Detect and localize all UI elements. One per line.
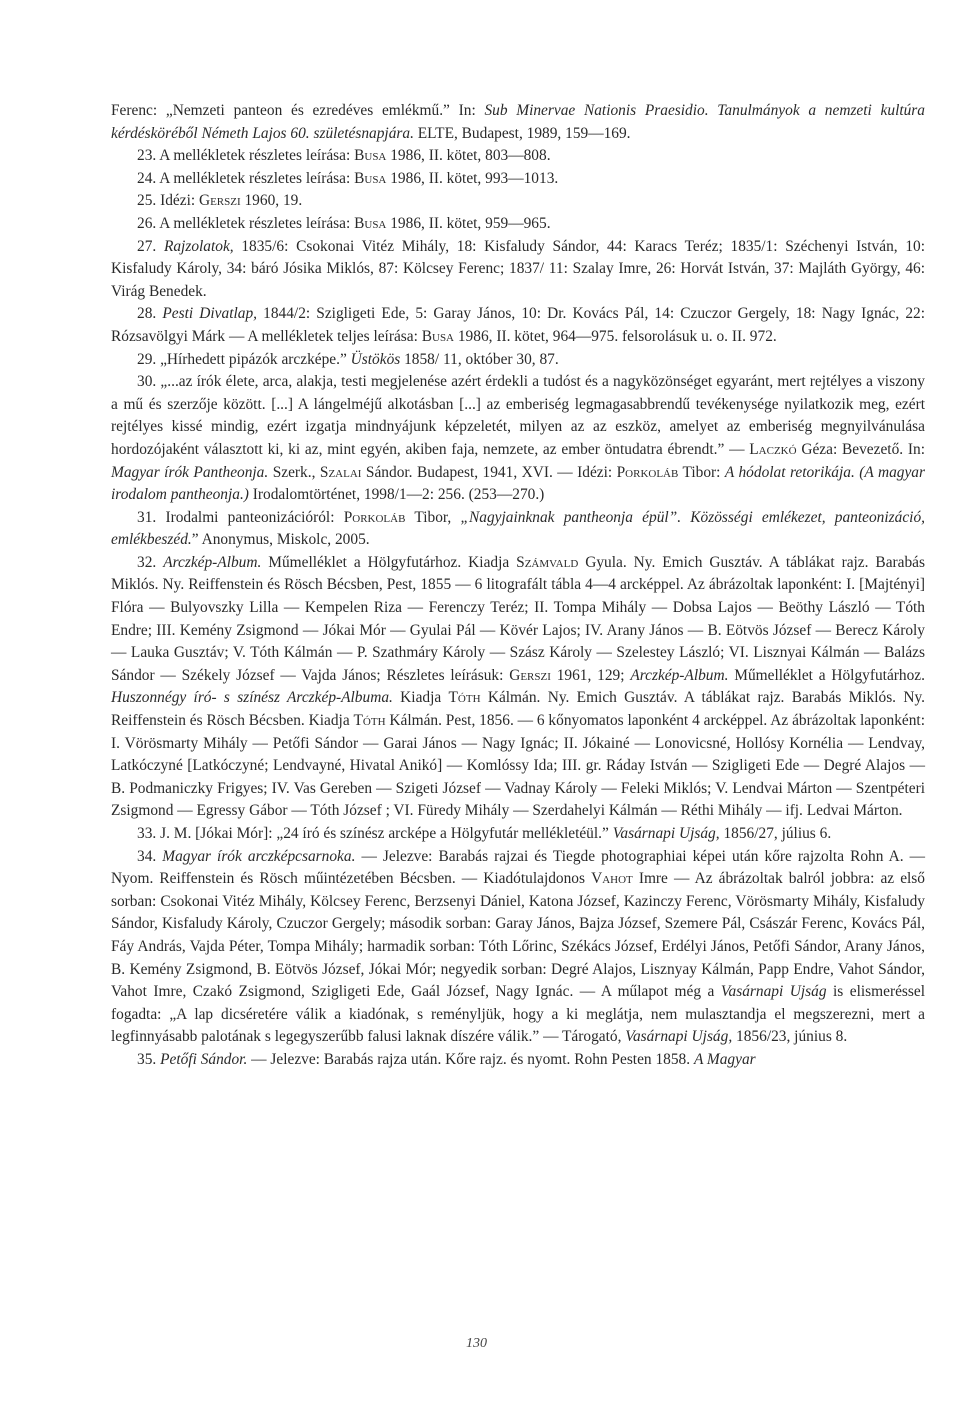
text-run: Tibor,	[405, 508, 461, 526]
text-run: Irodalomtörténet, 1998/1—2: 256. (253—270.)	[248, 486, 545, 504]
text-run: 33. J. M. [Jókai Mór]: „24 író és színész arcképe a Hölgyfutár mellékletéül.”	[137, 825, 613, 842]
footnote-n23	[111, 145, 925, 168]
text-run: — Jelezve: Barabás rajzai és Tiegde photographiai képei után kőre rajzolta Rohn A. — Nyom. Reiffenstein és Rösch műintézetében Bécsben. — Kiadótulajdonos	[111, 847, 925, 888]
text-run: 1986, II. kötet, 993—1013.	[386, 169, 559, 187]
author-name: Gerszi	[509, 666, 551, 684]
footnote-n33	[111, 823, 925, 846]
text-run: 31. Irodalmi panteonizációról:	[137, 508, 344, 526]
text-run: 1858/ 11, október 30, 87.	[400, 350, 559, 368]
text-run: 23. A mellékletek részletes leírása:	[137, 147, 355, 165]
text-run: Gyula. Ny. Emich Gusztáv. A táblákat rajz. Barabás Miklós. Ny. Reiffenstein és Rösch Bécsben, Pest, 1855 — 6 litografált tábla 4—4 arcképpel. Az ábrázoltak laponként: I. [Majtényi] Flóra — Bulyovszky Lilla — Kempelen Riza — Ferenczy Teréz; II. Tompa Mihály — Dobsa Lajos — Beöthy László — Tóth Endre; III. Kemény Zsigmond — Jókai Mór — Gyulai Pál — Kövér Lajos; IV. Arany János — B. Eötvös József — Berecz Károly — Lauka Gusztáv; V. Tóth Kálmán — P. Szathmáry Károly — Szász Károly — Szelestey László; VI. Lisznyai Kálmán — Balázs Sándor — Székely József — Vajda János; Részletes leírásuk:	[111, 553, 925, 684]
text-run: 1844/2: Szigligeti Ede, 5: Garay János, 10: Dr. Kovács Pál, 14: Czuczor Gergely, 18: Nagy Ignác, 22: Rózsavölgyi Márk — A mellékletek teljes leírása:	[111, 305, 925, 345]
text-run: 29. „Hírhedett pipázók arczképe.”	[137, 350, 351, 368]
footnote-n35	[111, 1049, 925, 1072]
italic-title: Magyar írók arczképcsarnoka.	[162, 847, 356, 865]
footnote-n31	[111, 507, 925, 552]
footnote-n26	[111, 213, 925, 236]
text-run: 1986, II. kötet, 803—808.	[386, 147, 551, 165]
text-run: Sándor. Budapest, 1941, XVI. — Idézi:	[361, 463, 617, 481]
text-run: — Jelezve: Barabás rajza után. Kőre rajz. és nyomt. Rohn Pesten 1858.	[247, 1050, 694, 1068]
italic-title: Vasárnapi Ujság,	[612, 825, 720, 842]
text-run: 25. Idézi:	[137, 192, 199, 210]
text-run: 1986, II. kötet, 964—975. felsorolásuk u. o. II. 972.	[454, 327, 777, 345]
text-run: Tibor:	[678, 463, 725, 481]
text-run: 1856/23, június 8.	[732, 1028, 848, 1046]
italic-title: „Nagyjainknak pantheonja épül”. Közösségi emlékezet, panteonizáció, emlékbeszéd.	[111, 508, 925, 549]
author-name: Busa	[354, 169, 387, 187]
italic-title: Arczkép-Album.	[163, 553, 262, 571]
text-run: 1856/27, július 6.	[719, 825, 832, 842]
text-run: 1835/6: Csokonai Vitéz Mihály, 18: Kisfaludy Sándor, 44: Karacs Teréz; 1835/1: Széchenyi István, 10: Kisfaludy Károly, 34: báró Jósika Miklós, 87: Kölcsey Ferenc; 1837/ 11: Szalay Imre, 26: Horvát István, 37: Majláth György, 46: Virág Benedek.	[111, 237, 926, 300]
italic-title: Magyar írók Pantheonja.	[111, 463, 269, 481]
text-run: Kálmán. Pest, 1856. — 6 kőnyomatos laponként 4 arcképpel. Az ábrázoltak laponként: I. Vörösmarty Mihály — Petőfi Sándor — Garai János — Nagy Ignác; II. Jókainé — Lonovicsné, Hollósy Kornélia — Lendvay, Latkóczyné [Latkóczyné; Lendvayné, Hivatal Anikó] — Komlóssy Ida; III. gr. Ráday István — Szigligeti Ede — Degré Alajos — B. Podmaniczky Frigyes; IV. Vas Gereben — Szigeti József — Vadnay Károly — Feleki Miklós; V. Lendvai Márton — Szentpéteri Zsigmond — Egressy Gábor — Tóth József ; VI. Füredy Mihály — Szerdahelyi Kálmán — Réthi Mihály — ifj. Ledvai Márton.	[111, 712, 925, 820]
footnote-n27	[111, 236, 925, 304]
text-run: Imre — Az ábrázoltak balról jobbra: az első sorban: Csokonai Vitéz Mihály, Kölcsey Ferenc, Berzsenyi Dániel, Katona József, Kazinczy Ferenc, Vörösmarty Mihály, Kisfaludy Sándor, Kisfaludy Károly, Czuczor Gergely; második sorban: Garay János, Bajza József, Szemere Pál, Császár Ferenc, Kovács Pál, Fáy András, Vajda Péter, Tompa Mihály; harmadik sorban: Tóth Lőrinc, Székács József, Erdélyi János, Petőfi Sándor, Arany János, B. Kemény Zsigmond, B. Eötvös József, Jókai Mór; negyedik sorban: Degré Alajos, Lisznyay Kálmán, Papp Endre, Vahot Sándor, Vahot Imre, Czakó Zsigmond, Szigligeti Ede, Gaál József, Nagy Ignác. — A műlapot még a	[111, 870, 925, 1001]
author-name: Laczkó	[749, 440, 797, 458]
footnote-n24	[111, 168, 925, 191]
text-run: 1960, 19.	[240, 192, 303, 210]
author-name: Porkoláb	[343, 508, 406, 526]
text-run: 1986, II. kötet, 959—965.	[386, 214, 551, 232]
text-run: Kiadja	[392, 689, 449, 707]
italic-title: Vasárnapi Ujság,	[625, 1028, 733, 1046]
text-run: 1961, 129;	[550, 666, 631, 684]
text-run: is elismeréssel fogadta: „A lap dicséretére válik a kiadónak, s reményljük, hogy a ki meglátja, nem mulasztandja el megszerezni, mert a legfinnyásabb palotának s legegyszerűbb falusi laknak díszére válik.” — Tárogató,	[111, 983, 925, 1046]
footnote-n32	[111, 552, 925, 823]
text-run: Szerk.,	[268, 463, 320, 481]
footnote-n25	[111, 190, 925, 213]
italic-title: Rajzolatok,	[163, 237, 234, 255]
text-run: Kálmán. Ny. Emich Gusztáv. A táblákat rajz. Barabás Miklós. Ny. Reiffenstein és Rösch Bécsben. Kiadja	[111, 689, 925, 730]
italic-title: A Magyar	[693, 1050, 756, 1068]
author-name: Porkoláb	[616, 463, 679, 481]
footnote-n28	[111, 303, 925, 348]
text-run: 30. „...az írók élete, arca, alakja, testi megjelenése azért érdekli a tudóst és a nagyközönséget egyaránt, mert rejtélyes a viszony a mű és szerzője között. [...] A lángelméjű alkotásban [...] az emberiség legmagasabbrendű tevékenysége nyilatkozik meg, ezért rejtélyes kissé mindig, ezért izgatja mindnyájunk képzeletét, milyen az az eszköz, amelyet az emberiség megnyilvánulása hordozójaként választott ki, ki az, mint egyén, akiben faja, nemzete, az ember öntudatra ébrendt.” —	[111, 373, 925, 458]
text-run: ELTE, Budapest, 1989, 159—169.	[413, 124, 631, 142]
author-name: Gerszi	[198, 192, 241, 210]
author-name: Busa	[421, 327, 455, 345]
text-run: ” Anonymus, Miskolc, 2005.	[191, 531, 370, 549]
text-run: 32.	[137, 553, 164, 571]
text-run: 26. A mellékletek részletes leírása:	[137, 214, 355, 232]
page-number: 130	[466, 1336, 487, 1351]
author-name: Busa	[354, 214, 387, 232]
text-run: Géza: Bevezető. In:	[796, 440, 925, 458]
italic-title: A hódolat retorikája. (A magyar irodalom pantheonja.)	[111, 463, 925, 504]
italic-title: Üstökös	[350, 350, 401, 368]
text-run: Műmelléklet a Hölgyfutárhoz.	[728, 666, 925, 684]
italic-title: Sub Minervae Nationis Praesidio. Tanulmányok a nemzeti kultúra kérdésköréből Németh Lajos 60. születésnapjára.	[111, 102, 925, 142]
author-name: Szalai	[319, 463, 362, 481]
text-run: Ferenc: „Nemzeti panteon és ezredéves emlékmű.” In:	[111, 102, 485, 119]
footnote-cont	[111, 100, 925, 145]
text-run: 27.	[137, 237, 164, 255]
text-run: 28.	[137, 305, 163, 323]
author-name: Busa	[354, 147, 387, 165]
text-run: Műmelléklet a Hölgyfutárhoz. Kiadja	[261, 553, 517, 571]
author-name: Vahot	[591, 870, 633, 888]
italic-title: Arczkép-Album.	[630, 666, 729, 684]
text-run: 24. A mellékletek részletes leírása:	[137, 169, 355, 187]
author-name: Tóth	[448, 689, 481, 707]
italic-title: Vasárnapi Ujság	[720, 983, 827, 1001]
text-run: 35.	[137, 1050, 161, 1068]
italic-title: Huszonnégy író- s színész Arczkép-Albuma.	[111, 689, 393, 707]
footnote-n34	[111, 846, 925, 1049]
author-name: Tóth	[353, 712, 386, 730]
italic-title: Pesti Divatlap,	[162, 305, 257, 323]
footnotes-body	[111, 100, 925, 1072]
text-run: 34.	[137, 847, 163, 865]
author-name: Számvald	[516, 553, 579, 571]
italic-title: Petőfi Sándor.	[160, 1050, 248, 1068]
footnote-n29	[111, 349, 925, 372]
footnote-n30	[111, 371, 925, 507]
